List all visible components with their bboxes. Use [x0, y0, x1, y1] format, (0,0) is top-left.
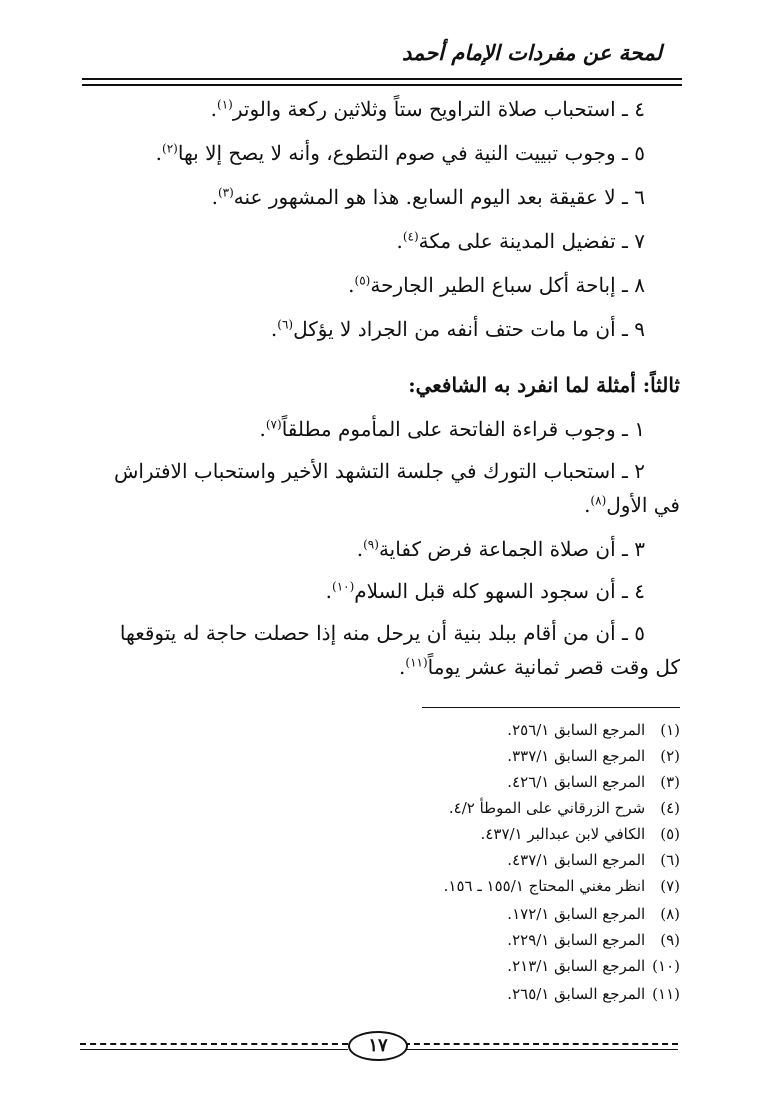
list-item: ٤ ـ أن سجود السهو كله قبل السلام$^{(١٠)}$. [325, 579, 645, 603]
footer-dashes-right [404, 1043, 678, 1045]
section-heading: ثالثاً: أمثلة لما انفرد به الشافعي: [408, 373, 680, 397]
footer-dashes-left [80, 1043, 348, 1045]
list-item: ٢ ـ استحباب التورك في جلسة التشهد الأخير واستحباب الافتراش [113, 459, 645, 483]
footnote-ref: (٤) [402, 229, 419, 244]
footnote: (١١) المرجع السابق ٢٦٥/١. [507, 985, 680, 1003]
footnote: (١) المرجع السابق ٢٥٦/١. [507, 721, 680, 739]
footnote-ref: (٨) [590, 493, 607, 508]
list-item: ٥ ـ أن من أقام ببلد بنية أن يرحل منه إذا حصلت حاجة له يتوقعها [119, 621, 645, 645]
footnote: (٧) انظر مغني المحتاج ١٥٥/١ ـ ١٥٦. [443, 877, 680, 895]
footnote-ref: (٩) [363, 537, 379, 552]
header-rule-top [82, 78, 682, 80]
list-item: ٥ ـ وجوب تبييت النية في صوم التطوع، وأنه لا يصح إلا بها$^{(٢)}$. [155, 141, 645, 165]
list-item: ١ ـ وجوب قراءة الفاتحة على المأموم مطلقاً$^{(٧)}$. [259, 417, 645, 441]
footnote-ref: (٧) [265, 417, 282, 432]
running-header-title: لمحة عن مفردات الإمام أحمد [402, 40, 662, 65]
page-number: ١٧ [348, 1031, 408, 1061]
list-item-continuation: في الأول$^{(٨)}$. [584, 493, 680, 517]
list-item: ٧ ـ تفضيل المدينة على مكة$^{(٤)}$. [396, 229, 645, 253]
footer-line-right [404, 1049, 678, 1050]
footnote: (٣) المرجع السابق ٤٢٦/١. [507, 773, 680, 791]
footnote: (٦) المرجع السابق ٤٣٧/١. [507, 851, 680, 869]
footnote: (١٠) المرجع السابق ٢١٣/١. [507, 957, 680, 975]
list-item: ٩ ـ أن ما مات حتف أنفه من الجراد لا يؤكل$^{(٦)}$. [270, 317, 645, 341]
footnote: (٢) المرجع السابق ٣٣٧/١. [507, 747, 680, 765]
footnote-ref: (٦) [277, 317, 294, 332]
footnote: (٥) الكافي لابن عبدالبر ٤٣٧/١. [480, 825, 680, 843]
footnote-separator [422, 707, 680, 708]
footnote-ref: (١٠) [332, 579, 355, 594]
list-item: ٨ ـ إباحة أكل سباع الطير الجارحة$^{(٥)}$. [348, 273, 645, 297]
footer-line-left [80, 1049, 348, 1050]
footnote-ref: (٥) [354, 273, 371, 288]
list-item: ٦ ـ لا عقيقة بعد اليوم السابع. هذا هو المشهور عنه$^{(٣)}$. [211, 185, 645, 209]
footnote-ref: (١) [217, 97, 233, 112]
list-item-continuation: كل وقت قصر ثمانية عشر يوماً$^{(١١)}$. [399, 655, 680, 679]
header-rule-bottom [82, 84, 682, 86]
footnote: (٩) المرجع السابق ٢٢٩/١. [507, 931, 680, 949]
footnote-ref: (٢) [162, 141, 178, 156]
footnote-ref: (٣) [217, 185, 234, 200]
footnote-ref: (١١) [405, 655, 428, 670]
footnote: (٤) شرح الزرقاني على الموطأ ٤/٢. [448, 799, 680, 817]
list-item: ٤ ـ استحباب صلاة التراويح ستاً وثلاثين ركعة والوتر$^{(١)}$. [210, 97, 645, 121]
footnote: (٨) المرجع السابق ١٧٢/١. [507, 905, 680, 923]
list-item: ٣ ـ أن صلاة الجماعة فرض كفاية$^{(٩)}$. [356, 537, 645, 561]
